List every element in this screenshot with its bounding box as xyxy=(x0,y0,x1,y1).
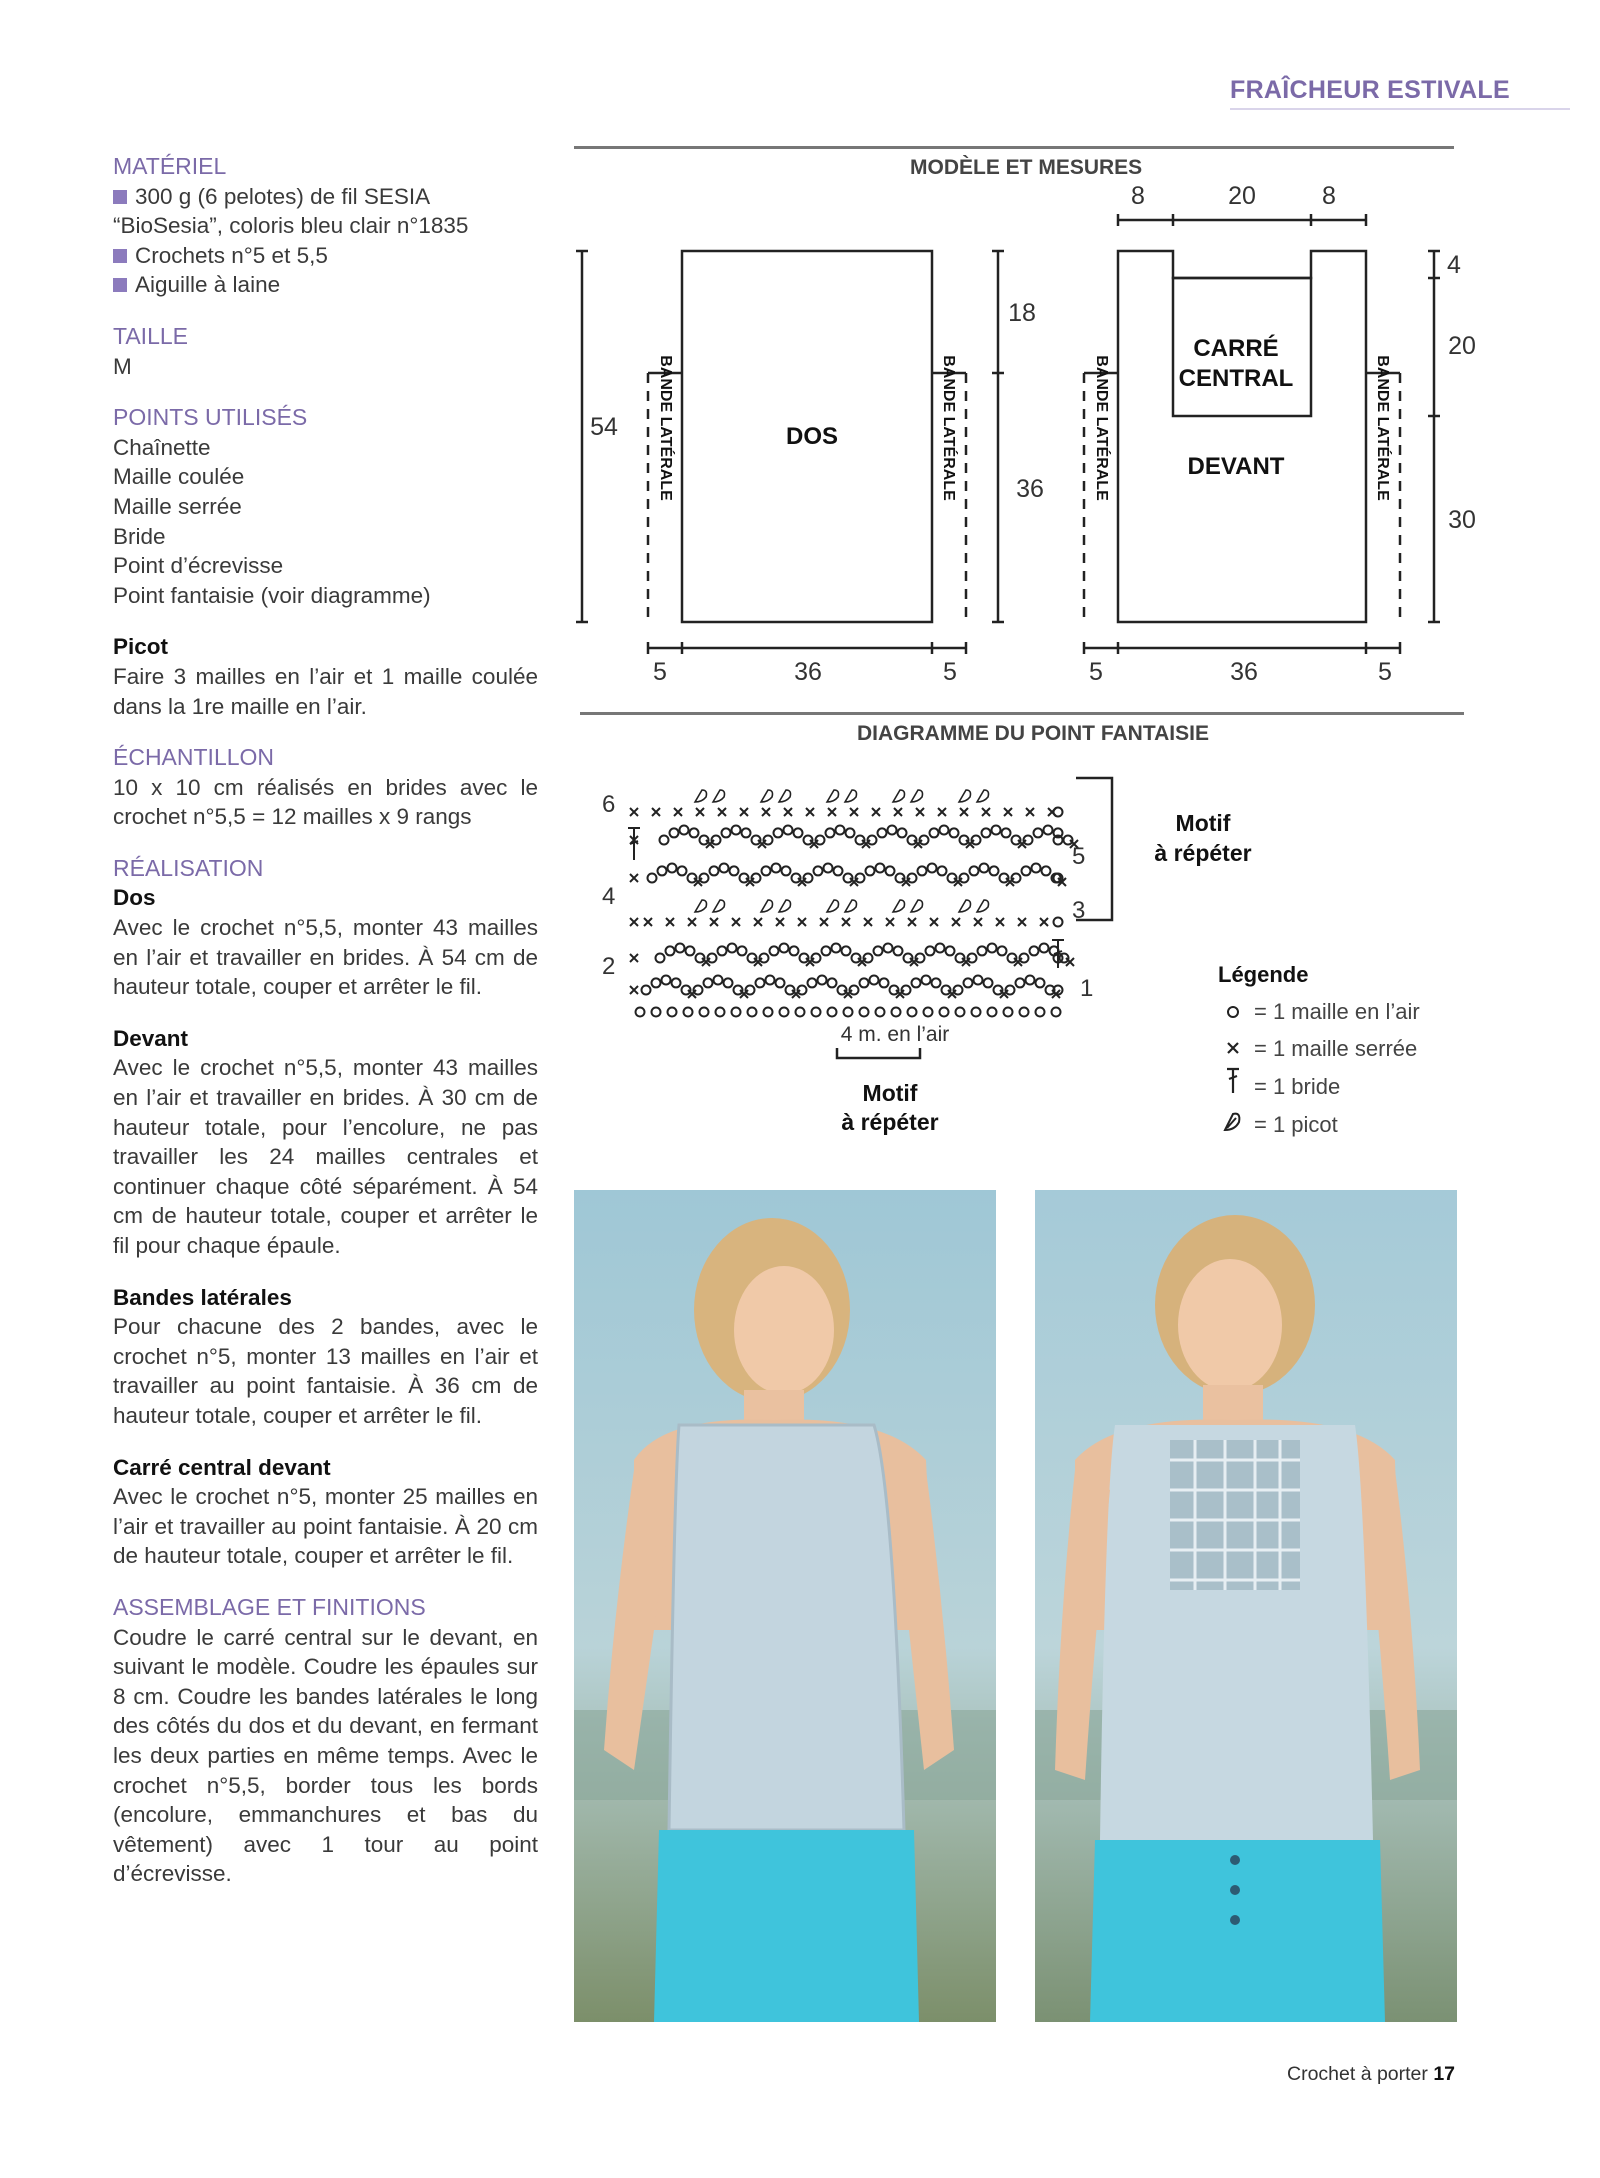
chain-stitch-mark xyxy=(860,1008,869,1017)
chain-stitch-mark xyxy=(940,826,949,835)
materiel-item-continued: “BioSesia”, coloris bleu clair n°1835 xyxy=(113,213,469,239)
chain-stitch-mark xyxy=(1022,866,1031,875)
picot-icon xyxy=(1218,1106,1248,1143)
single-crochet-mark xyxy=(1040,918,1048,926)
chain-stitch-mark xyxy=(912,978,921,987)
chain-stitch-mark xyxy=(794,828,803,837)
single-crochet-mark xyxy=(872,808,880,816)
bullet-square-icon xyxy=(113,190,127,204)
chain-stitch-mark xyxy=(918,866,927,875)
chain-stitch-mark xyxy=(936,944,945,953)
chain-stitch-mark xyxy=(732,826,741,835)
chain-stitch-mark xyxy=(950,828,959,837)
chain-stitch-mark xyxy=(978,946,987,955)
row-number-6: 6 xyxy=(602,791,616,818)
single-crochet-mark xyxy=(688,918,696,926)
single-crochet-mark xyxy=(952,918,960,926)
single-crochet-mark xyxy=(784,808,792,816)
picot-mark xyxy=(977,900,989,912)
bande-label-devant-right: BANDE LATÉRALE xyxy=(1374,355,1391,501)
chain-stitch-mark xyxy=(748,1008,757,1017)
chain-stitch-mark xyxy=(984,978,993,987)
chain-stitch-mark xyxy=(732,1008,741,1017)
devant-text: Avec le crochet n°5,5, monter 43 mailles en l’air et travailler en brides. À 30 cm de hauteur totale, pour l’encolure, ne pas travailler les 24 mailles centrales et continuer chaque côté séparément. À 54 cm de hauteur totale, couper et arrêter le fil pour chaque épaule. xyxy=(113,1055,538,1258)
chain-stitch-mark xyxy=(1030,946,1039,955)
dim-devant-4: 4 xyxy=(1447,251,1461,279)
bandes-title: Bandes latérales xyxy=(113,1284,292,1310)
chain-stitch-mark xyxy=(1036,978,1045,987)
chain-stitch-mark xyxy=(730,866,739,875)
single-crochet-mark xyxy=(776,918,784,926)
chain-stitch-mark xyxy=(876,1008,885,1017)
chain-stitch-mark xyxy=(988,1008,997,1017)
bullet-square-icon xyxy=(113,278,127,292)
echantillon-title: ÉCHANTILLON xyxy=(113,744,275,771)
chain-stitch-mark xyxy=(774,828,783,837)
single-crochet-mark xyxy=(894,808,902,816)
chain-stitch-mark xyxy=(1016,978,1025,987)
picot-mark xyxy=(713,790,725,802)
chain-stitch-mark xyxy=(1002,828,1011,837)
chain-stitch-mark xyxy=(956,1008,965,1017)
single-crochet-mark xyxy=(644,918,652,926)
chain-stitch-mark xyxy=(892,1008,901,1017)
bride-icon xyxy=(1218,1067,1248,1106)
chain-stitch-mark xyxy=(718,946,727,955)
point-item: Chaînette xyxy=(113,434,211,460)
legend xyxy=(1218,956,1420,1143)
dim-top-8-left: 8 xyxy=(1131,182,1145,210)
single-crochet-mark xyxy=(820,918,828,926)
realisation-title: RÉALISATION xyxy=(113,854,264,881)
chain-stitch-mark xyxy=(772,864,781,873)
chain-stitch-mark xyxy=(846,828,855,837)
chain-stitch-mark xyxy=(884,944,893,953)
chain-stitch-mark xyxy=(982,828,991,837)
materiel-title: MATÉRIEL xyxy=(113,153,227,179)
chain-stitch-mark xyxy=(940,1008,949,1017)
picot-text: Faire 3 mailles en l’air et 1 maille coulée dans la 1re maille en l’air. xyxy=(113,663,538,719)
dos-label: DOS xyxy=(785,423,839,450)
chain-stitch-mark xyxy=(770,946,779,955)
single-crochet-mark xyxy=(630,918,638,926)
chain-stitch-mark xyxy=(836,826,845,835)
chain-stitch-mark xyxy=(828,978,837,987)
carre-title: Carré central devant xyxy=(113,1454,331,1480)
chain-stitch-mark xyxy=(818,976,827,985)
single-crochet-mark xyxy=(806,808,814,816)
chain-stitch-mark xyxy=(992,826,1001,835)
devant-label: DEVANT xyxy=(1187,453,1285,480)
dim-devant-30: 30 xyxy=(1448,506,1476,534)
chain-stitch-mark xyxy=(780,944,789,953)
chain-stitch-mark xyxy=(930,828,939,837)
chain-stitch-mark xyxy=(670,828,679,837)
point-item: Point d’écrevisse xyxy=(113,553,284,579)
chain-stitch-mark xyxy=(742,828,751,837)
single-crochet-mark xyxy=(798,918,806,926)
single-crochet-mark xyxy=(1004,808,1012,816)
dim-dos-18: 18 xyxy=(1008,299,1036,327)
chain-stitch-mark xyxy=(720,864,729,873)
carre-label-1: CARRÉ xyxy=(1193,335,1279,362)
chain-stitch-mark xyxy=(812,1008,821,1017)
chain-stitch-mark xyxy=(1052,1008,1061,1017)
chain-stitch-mark xyxy=(834,866,843,875)
chain-stitch-mark xyxy=(880,978,889,987)
single-crochet-mark xyxy=(828,808,836,816)
assemblage-text: Coudre le carré central sur le devant, en suivant le modèle. Coudre les épaules sur 8 cm. Coudre les bandes latérales le long des côtés du dos et du devant, en fermant les deux parties en même temps. Avec le crochet n°5,5, border tous les bords (encolure, emmanchures et bas du vêtement) avec 1 tour au point d’écrevisse. xyxy=(113,1624,538,1887)
chain-stitch-mark xyxy=(922,976,931,985)
chain-stitch-mark xyxy=(1026,976,1035,985)
taille-title: TAILLE xyxy=(113,322,188,349)
chain-stitch-mark xyxy=(762,866,771,875)
chain-stitch-mark xyxy=(668,1008,677,1017)
motif-bottom-1: Motif xyxy=(862,1080,918,1106)
chain-stitch-mark xyxy=(1042,866,1051,875)
single-crochet-mark xyxy=(740,808,748,816)
chain-stitch-mark xyxy=(672,978,681,987)
chain-stitch-mark xyxy=(652,978,661,987)
stitch-diagram xyxy=(590,770,1150,1140)
picot-mark xyxy=(959,790,971,802)
chain-stitch-mark xyxy=(860,978,869,987)
chain-stitch-mark xyxy=(738,946,747,955)
single-crochet-mark xyxy=(842,918,850,926)
single-crochet-mark xyxy=(762,808,770,816)
chain-stitch-mark xyxy=(636,1008,645,1017)
bande-label-dos-right: BANDE LATÉRALE xyxy=(940,355,957,501)
photo-front-view xyxy=(1035,1190,1457,2022)
single-crochet-mark xyxy=(938,808,946,816)
repeat-bracket-bottom xyxy=(837,1048,920,1058)
chain-stitch-mark xyxy=(924,1008,933,1017)
chain-stitch-mark xyxy=(908,1008,917,1017)
chain-stitch-mark xyxy=(790,946,799,955)
chain-stitch-mark xyxy=(1054,808,1063,817)
chain-stitch-mark xyxy=(1004,1008,1013,1017)
dim-dos-36: 36 xyxy=(1016,475,1044,503)
legend-item: = 1 maille serrée xyxy=(1218,1030,1420,1067)
chain-stitch-mark xyxy=(828,1008,837,1017)
single-crochet-mark xyxy=(908,918,916,926)
page-footer xyxy=(1287,2063,1455,2086)
single-crochet-mark xyxy=(960,808,968,816)
picot-mark xyxy=(959,900,971,912)
chain-stitch-mark xyxy=(658,866,667,875)
row-number-2: 2 xyxy=(602,953,616,980)
chain-stitch-mark xyxy=(680,826,689,835)
chain-stitch-mark xyxy=(844,1008,853,1017)
page-number: 17 xyxy=(1433,2063,1456,2085)
chain-stitch-mark xyxy=(1054,918,1063,927)
legend-item: = 1 picot xyxy=(1218,1106,1420,1143)
chain-stitch-mark xyxy=(938,866,947,875)
single-crochet-mark xyxy=(886,918,894,926)
point-item: Point fantaisie (voir diagramme) xyxy=(113,582,431,608)
dim-54-line xyxy=(576,251,588,622)
chain-stitch-mark xyxy=(898,828,907,837)
bullet-square-icon xyxy=(113,249,127,263)
dim-right-line xyxy=(1428,251,1440,622)
chain-stitch-mark xyxy=(676,944,685,953)
single-crochet-mark xyxy=(996,918,1004,926)
picot-mark xyxy=(695,790,707,802)
section-underline xyxy=(1230,108,1570,110)
single-crochet-mark xyxy=(754,918,762,926)
chain-stitch-mark xyxy=(686,946,695,955)
chain-stitch-mark xyxy=(876,864,885,873)
chain-stitch-mark xyxy=(964,978,973,987)
motif-right-label: Motif à répéter xyxy=(1154,810,1252,866)
carre-label-2: CENTRAL xyxy=(1178,365,1294,392)
chain-stitch-mark xyxy=(796,1008,805,1017)
chain-stitch-mark xyxy=(874,946,883,955)
chain-stitch-mark xyxy=(684,1008,693,1017)
single-crochet-mark xyxy=(850,808,858,816)
chain-stitch-mark xyxy=(946,946,955,955)
point-item: Bride xyxy=(113,523,166,549)
row-number-4: 4 xyxy=(602,883,616,910)
dim-top-20: 20 xyxy=(1228,182,1256,210)
chain-stitch-mark xyxy=(998,946,1007,955)
chain-stitch-mark xyxy=(886,866,895,875)
chain-stitch-mark xyxy=(648,874,657,883)
points-title: POINTS UTILISÉS xyxy=(113,404,308,431)
chain-stitch-mark xyxy=(660,836,669,845)
chain-stitch-mark xyxy=(878,828,887,837)
chain-stitch-mark xyxy=(990,866,999,875)
dim-bottom-dos-line xyxy=(648,642,966,654)
picot-title: Picot xyxy=(113,634,169,660)
dim-devant-20: 20 xyxy=(1448,332,1476,360)
picot-mark xyxy=(761,790,773,802)
chain-stitch-mark xyxy=(808,978,817,987)
modele-title: MODÈLE ET MESURES xyxy=(910,156,1143,179)
picot-mark xyxy=(761,900,773,912)
chain-stitch-mark xyxy=(656,954,665,963)
chain-stitch-mark xyxy=(666,946,675,955)
chain-stitch-mark xyxy=(710,866,719,875)
devant-panel xyxy=(1118,251,1366,622)
chain-stitch-mark xyxy=(822,946,831,955)
dos-text: Avec le crochet n°5,5, monter 43 mailles en l’air et travailler en brides. À 54 cm de hauteur totale, couper et arrêter le fil. xyxy=(113,915,538,1000)
dim-18-36-line xyxy=(992,251,1004,622)
magazine-name: Crochet à porter xyxy=(1287,2063,1428,2085)
chain-stitch-mark xyxy=(970,866,979,875)
chain-stitch-mark xyxy=(824,864,833,873)
picot-mark xyxy=(779,900,791,912)
chain-stitch-mark xyxy=(832,944,841,953)
single-crochet-mark xyxy=(930,918,938,926)
single-crochet-mark xyxy=(696,808,704,816)
picot-mark xyxy=(827,900,839,912)
chain-stitch-mark xyxy=(652,1008,661,1017)
dim-bottom-5-a: 5 xyxy=(653,658,667,686)
chain-stitch-mark xyxy=(722,828,731,837)
chain-stitch-mark xyxy=(700,1008,709,1017)
chain-note: 4 m. en l’air xyxy=(840,1023,950,1046)
picot-mark xyxy=(779,790,791,802)
chain-stitch-mark xyxy=(1032,864,1041,873)
single-crochet-mark xyxy=(630,986,638,994)
single-crochet-mark xyxy=(652,808,660,816)
chain-stitch-mark xyxy=(766,976,775,985)
chain-stitch-mark xyxy=(980,864,989,873)
dim-bottom-5-c: 5 xyxy=(1089,658,1103,686)
materiel-item: 300 g (6 pelotes) de fil SESIA xyxy=(113,182,538,212)
single-crochet-mark xyxy=(710,918,718,926)
picot-mark xyxy=(713,900,725,912)
row-number-1: 1 xyxy=(1080,975,1094,1002)
dos-title: Dos xyxy=(113,885,156,911)
single-crochet-mark xyxy=(666,918,674,926)
row-number-5: 5 xyxy=(1072,843,1086,870)
devant-title: Devant xyxy=(113,1025,189,1051)
double-crochet-mark xyxy=(628,828,640,860)
dim-top-8-right: 8 xyxy=(1322,182,1336,210)
carre-text: Avec le crochet n°5, monter 25 mailles en l’air et travailler au point fantaisie. À 20 cm de hauteur totale, couper et arrêter le fil. xyxy=(113,1484,538,1569)
instructions-column xyxy=(113,152,538,1889)
chain-stitch-mark xyxy=(988,944,997,953)
single-crochet-mark xyxy=(630,954,638,962)
dim-bottom-5-b: 5 xyxy=(943,658,957,686)
dim-dos-54: 54 xyxy=(590,413,618,441)
chain-stitch-mark xyxy=(716,1008,725,1017)
cross-sc-icon xyxy=(1218,1030,1248,1067)
materiel-item: Crochets n°5 et 5,5 xyxy=(113,241,538,271)
dim-top-line xyxy=(1118,214,1366,226)
chain-stitch-mark xyxy=(928,864,937,873)
picot-mark xyxy=(977,790,989,802)
chain-stitch-mark xyxy=(1020,1008,1029,1017)
assemblage-title: ASSEMBLAGE ET FINITIONS xyxy=(113,1593,426,1620)
picot-mark xyxy=(695,900,707,912)
photo-back-view xyxy=(574,1190,996,2022)
legend-item: = 1 maille en l’air xyxy=(1218,993,1420,1030)
bande-label-devant-left: BANDE LATÉRALE xyxy=(1093,355,1110,501)
chain-stitch-mark xyxy=(776,978,785,987)
section-tag: FRAÎCHEUR ESTIVALE xyxy=(1230,76,1510,104)
bande-label-dos-left: BANDE LATÉRALE xyxy=(657,355,674,501)
picot-mark xyxy=(893,790,905,802)
bandes-text: Pour chacune des 2 bandes, avec le crochet n°5, monter 13 mailles en l’air et travailler au point fantaisie. À 36 cm de hauteur totale, couper et arrêter le fil. xyxy=(113,1314,538,1428)
chain-stitch-mark xyxy=(662,976,671,985)
single-crochet-mark xyxy=(916,808,924,816)
motif-bottom-2: à répéter xyxy=(841,1109,939,1135)
chain-stitch-mark xyxy=(1040,944,1049,953)
chain-stitch-mark xyxy=(678,866,687,875)
single-crochet-mark xyxy=(674,808,682,816)
single-crochet-mark xyxy=(1026,808,1034,816)
chain-stitch-mark xyxy=(826,828,835,837)
chain-stitch-mark xyxy=(972,1008,981,1017)
chain-stitch-mark xyxy=(642,986,651,995)
chain-stitch-mark xyxy=(932,978,941,987)
row-number-3: 3 xyxy=(1072,897,1086,924)
single-crochet-mark xyxy=(732,918,740,926)
dim-bottom-36-a: 36 xyxy=(794,658,822,686)
dim-bottom-36-b: 36 xyxy=(1230,658,1258,686)
chain-stitch-mark xyxy=(756,978,765,987)
chain-stitch-mark xyxy=(728,944,737,953)
picot-mark xyxy=(845,900,857,912)
picot-mark xyxy=(911,790,923,802)
taille-value: M xyxy=(113,353,132,379)
dim-bottom-5-d: 5 xyxy=(1378,658,1392,686)
point-item: Maille serrée xyxy=(113,493,242,519)
chain-stitch-mark xyxy=(1034,828,1043,837)
picot-mark xyxy=(827,790,839,802)
top-rule xyxy=(574,146,1454,149)
diagramme-title: DIAGRAMME DU POINT FANTAISIE xyxy=(857,722,1209,745)
chain-stitch-mark xyxy=(690,828,699,837)
chain-stitch-mark xyxy=(866,866,875,875)
chain-stitch-mark xyxy=(1044,826,1053,835)
picot-mark xyxy=(911,900,923,912)
chain-stitch-mark xyxy=(870,976,879,985)
point-item: Maille coulée xyxy=(113,464,245,490)
single-crochet-mark xyxy=(630,874,638,882)
picot-mark xyxy=(845,790,857,802)
schematic-diagram xyxy=(560,180,1480,700)
dim-bottom-devant-line xyxy=(1084,642,1400,654)
single-crochet-mark xyxy=(630,808,638,816)
chain-stitch-mark xyxy=(668,864,677,873)
chain-stitch-mark xyxy=(894,946,903,955)
single-crochet-mark xyxy=(718,808,726,816)
chain-stitch-mark xyxy=(704,978,713,987)
single-crochet-mark xyxy=(982,808,990,816)
picot-mark xyxy=(893,900,905,912)
chain-stitch-mark xyxy=(888,826,897,835)
chain-stitch-mark xyxy=(784,826,793,835)
chain-stitch-mark xyxy=(782,866,791,875)
chain-stitch-mark xyxy=(780,1008,789,1017)
echantillon-text: 10 x 10 cm réalisés en brides avec le crochet n°5,5 = 12 mailles x 9 rangs xyxy=(113,774,538,830)
middle-rule xyxy=(580,712,1464,715)
circle-chain-icon xyxy=(1218,993,1248,1030)
chain-stitch-mark xyxy=(1036,1008,1045,1017)
chain-stitch-mark xyxy=(724,978,733,987)
single-crochet-mark xyxy=(1018,918,1026,926)
single-crochet-mark xyxy=(864,918,872,926)
single-crochet-mark xyxy=(974,918,982,926)
chain-stitch-mark xyxy=(714,976,723,985)
legend-item: = 1 bride xyxy=(1218,1067,1420,1106)
chain-stitch-mark xyxy=(814,866,823,875)
chain-stitch-mark xyxy=(842,946,851,955)
chain-stitch-mark xyxy=(926,946,935,955)
chain-stitch-mark xyxy=(764,1008,773,1017)
legend-title: Légende xyxy=(1218,962,1309,987)
chain-stitch-mark xyxy=(974,976,983,985)
materiel-item: Aiguille à laine xyxy=(113,270,538,300)
